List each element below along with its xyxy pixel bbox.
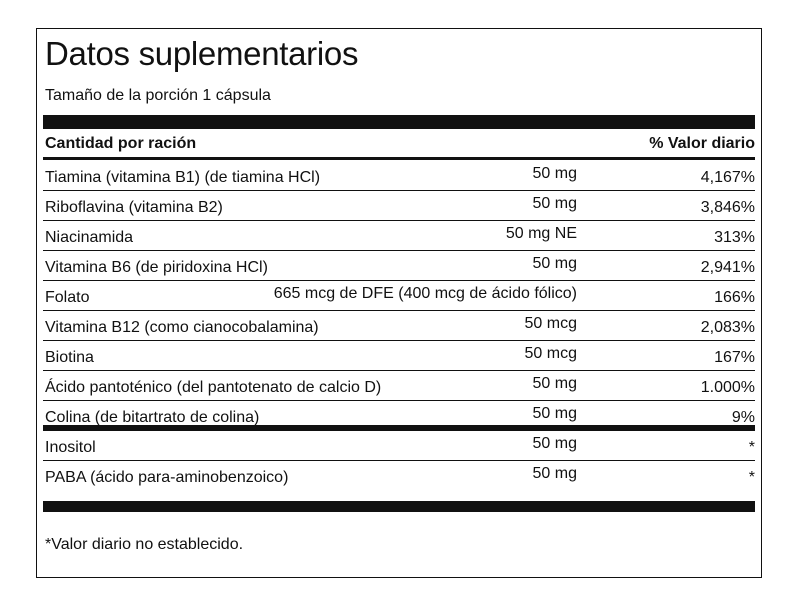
table-row — [43, 401, 755, 431]
supplement-facts-panel — [36, 28, 762, 578]
nutrient-daily-value: 2,083% — [700, 319, 755, 336]
nutrient-amount: 50 mg — [532, 165, 577, 182]
nutrient-daily-value: 313% — [714, 229, 755, 246]
footnote: *Valor diario no establecido. — [45, 536, 244, 553]
nutrient-name: Colina (de bitartrato de colina) — [45, 409, 260, 426]
table-row — [43, 161, 755, 191]
nutrient-name: Tiamina (vitamina B1) (de tiamina HCl) — [45, 169, 321, 186]
panel-title: Datos suplementarios — [45, 35, 359, 72]
bottom-thick-divider — [43, 501, 755, 512]
nutrient-name: Riboflavina (vitamina B2) — [45, 199, 223, 216]
nutrient-name: Vitamina B6 (de piridoxina HCl) — [45, 259, 268, 276]
nutrient-daily-value: * — [748, 469, 755, 486]
table-row — [43, 461, 755, 491]
top-thick-divider — [43, 115, 755, 129]
table-row — [43, 341, 755, 371]
nutrient-name: Niacinamida — [45, 229, 134, 246]
column-header-row — [43, 133, 755, 159]
table-row — [43, 371, 755, 401]
serving-size: Tamaño de la porción 1 cápsula — [45, 87, 271, 104]
nutrient-table — [43, 161, 755, 491]
nutrient-name: Vitamina B12 (como cianocobalamina) — [45, 319, 319, 336]
nutrient-name: Inositol — [45, 439, 96, 456]
nutrient-amount: 50 mg NE — [505, 225, 577, 242]
header-divider — [43, 157, 755, 160]
table-row — [43, 281, 755, 311]
nutrient-name: Biotina — [45, 349, 94, 366]
nutrient-amount: 50 mg — [532, 255, 577, 272]
amount-per-serving-label: Cantidad por ración — [45, 135, 197, 152]
nutrient-amount: 50 mg — [532, 435, 577, 452]
nutrient-daily-value: 167% — [714, 349, 755, 366]
nutrient-amount: 50 mg — [532, 465, 577, 482]
nutrient-daily-value: 2,941% — [700, 259, 755, 276]
nutrient-daily-value: * — [748, 439, 755, 456]
daily-value-label: % Valor diario — [649, 135, 755, 152]
nutrient-amount: 50 mg — [532, 405, 577, 422]
nutrient-name: Folato — [45, 289, 90, 306]
nutrient-amount: 50 mcg — [524, 345, 577, 362]
nutrient-daily-value: 3,846% — [700, 199, 755, 216]
table-row — [43, 221, 755, 251]
table-row — [43, 251, 755, 281]
table-row — [43, 311, 755, 341]
table-row — [43, 431, 755, 461]
nutrient-name: Ácido pantoténico (del pantotenato de calcio D) — [45, 379, 382, 396]
nutrient-amount: 50 mg — [532, 375, 577, 392]
table-row — [43, 191, 755, 221]
nutrient-name: PABA (ácido para-aminobenzoico) — [45, 469, 289, 486]
nutrient-amount: 50 mg — [532, 195, 577, 212]
nutrient-daily-value: 1.000% — [700, 379, 755, 396]
nutrient-amount: 665 mcg de DFE (400 mcg de ácido fólico) — [273, 285, 577, 302]
nutrient-daily-value: 166% — [714, 289, 755, 306]
nutrient-daily-value: 4,167% — [700, 169, 755, 186]
nutrient-daily-value: 9% — [731, 409, 755, 426]
nutrient-amount: 50 mcg — [524, 315, 577, 332]
